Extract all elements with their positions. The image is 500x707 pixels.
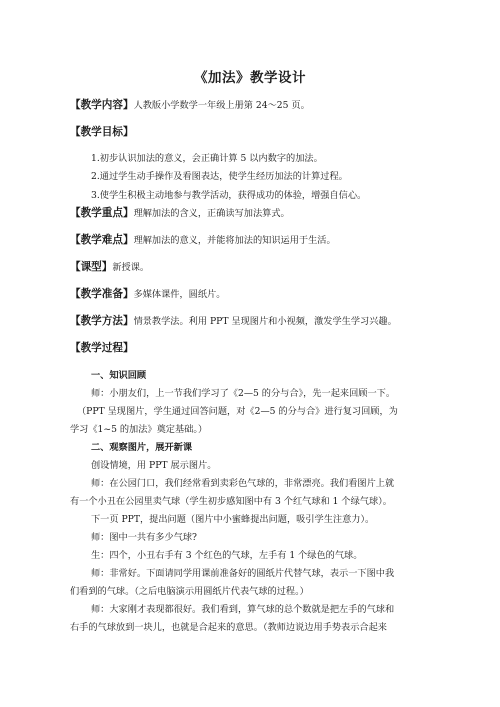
- process-label: 【教学过程】: [70, 342, 134, 354]
- section2-line: 右手的气球放到一块儿，也就是合起来的意思。（教师边说边用手势表示合起来: [70, 622, 387, 633]
- difficulties-label: 【教学难点】: [70, 234, 134, 246]
- section1-line: 师：小朋友们，上一节我们学习了《2—5 的分与合》，先一起来回顾一下。: [91, 388, 396, 399]
- section2-line: 下一页 PPT，提出问题（图片中小蜜蜂提出问题，吸引学生注意力）。: [91, 514, 375, 525]
- difficulties-text: 理解加法的意义，并能将加法的知识运用于生活。: [133, 235, 336, 246]
- section2-line: 师：图中一共有多少气球?: [91, 532, 197, 543]
- section2-line: 创设情境，用 PPT 展示图片。: [91, 460, 217, 471]
- teaching-goals-label: 【教学目标】: [70, 126, 134, 138]
- teaching-content-text: 人教版小学数学一年级上册第 24～25 页。: [133, 100, 310, 111]
- section2-line: 生：四个，小丑右手有 3 个红色的气球，左手有 1 个绿色的气球。: [91, 550, 363, 561]
- preparation-text: 多媒体课件，圆纸片。: [133, 289, 226, 300]
- preparation-row: [70, 288, 225, 301]
- lesson-type-label: 【课型】: [70, 261, 113, 273]
- section2-heading: 二、观察图片，展开新课: [91, 442, 193, 453]
- section2-line: 们看到的气球。（之后电脑演示用圆纸片代表气球的过程。）: [70, 586, 309, 597]
- teaching-content-label: 【教学内容】: [70, 99, 134, 111]
- teaching-content-row: [70, 99, 310, 112]
- section1-line: 学习《1~5 的加法》奠定基础。）: [70, 424, 208, 435]
- difficulties-row: [70, 234, 336, 247]
- goal-item-1: 1.初步认识加法的意义，会正确计算 5 以内数字的加法。: [91, 153, 323, 164]
- section2-line: 师：大家刚才表现都很好。我们看到，算气球的总个数就是把左手的气球和: [91, 604, 395, 615]
- section1-line: （PPT 呈现图片，学生通过回答问题，对《2—5 的分与合》进行复习回顾，为: [77, 406, 398, 417]
- document-title: 《加法》教学设计: [194, 70, 306, 86]
- key-points-text: 理解加法的含义，正确读写加法算式。: [133, 208, 290, 219]
- section2-line: 师：非常好。下面请同学用课前准备好的圆纸片代替气球，表示一下图中我: [91, 568, 395, 579]
- key-points-row: [70, 207, 290, 220]
- methods-text: 情景教学法。利用 PPT 呈现图片和小视频，激发学生学习兴趣。: [133, 316, 397, 327]
- section2-line: 有一个小丑在公园里卖气球（学生初步感知图中有 3 个红气球和 1 个绿气球）。: [70, 496, 392, 507]
- preparation-label: 【教学准备】: [70, 288, 134, 300]
- methods-label: 【教学方法】: [70, 315, 134, 327]
- lesson-type-text: 新授课。: [112, 262, 150, 273]
- methods-row: [70, 315, 397, 328]
- lesson-type-row: [70, 261, 149, 274]
- section2-line: 师：在公园门口，我们经常看到卖彩色气球的，非常漂亮。我们看图片上就: [91, 478, 395, 489]
- key-points-label: 【教学重点】: [70, 207, 134, 219]
- goal-item-3: 3.使学生积极主动地参与教学活动，获得成功的体验，增强自信心。: [91, 190, 367, 201]
- goal-item-2: 2.通过学生动手操作及看图表达，使学生经历加法的计算过程。: [91, 171, 348, 182]
- section1-heading: 一、知识回顾: [91, 370, 147, 381]
